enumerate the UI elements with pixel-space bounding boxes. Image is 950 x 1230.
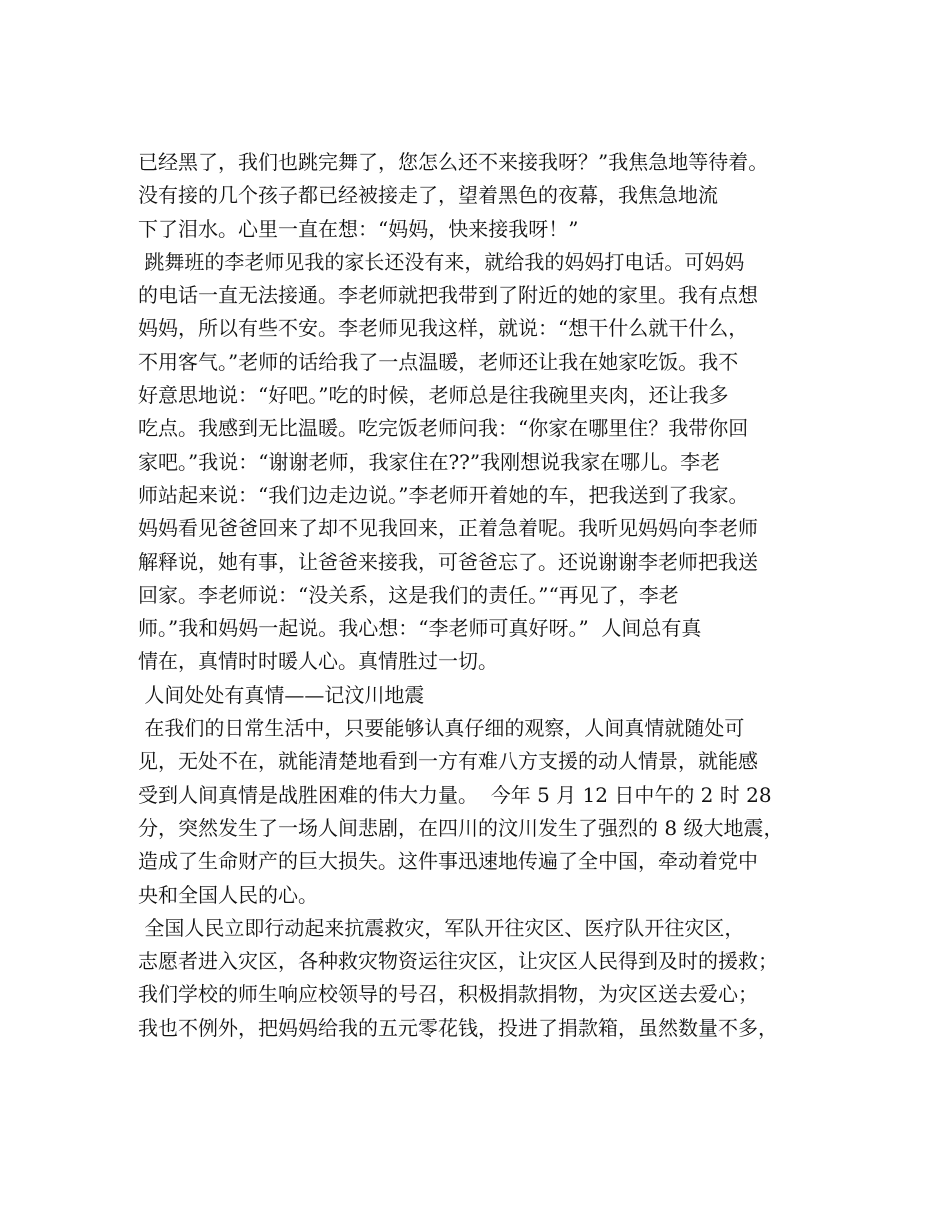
text-line: 造成了生命财产的巨大损失。这件事迅速地传遍了全中国，牵动着党中 xyxy=(138,849,758,874)
text-line: 我也不例外，把妈妈给我的五元零花钱，投进了捐款箱，虽然数量不多， xyxy=(138,1015,778,1040)
text-line: 下了泪水。心里一直在想：“妈妈，快来接我呀！” xyxy=(138,216,579,241)
text-line: 没有接的几个孩子都已经被接走了，望着黑色的夜幕，我焦急地流 xyxy=(138,183,718,208)
text-line: 央和全国人民的心。 xyxy=(138,882,318,907)
section-heading: 人间处处有真情——记汶川地震 xyxy=(138,682,425,707)
text-line: 不用客气。”老师的话给我了一点温暖，老师还让我在她家吃饭。我不 xyxy=(138,349,739,374)
text-line: 师站起来说：“我们边走边说。”李老师开着她的车，把我送到了我家。 xyxy=(138,482,749,507)
text-line: 家吧。”我说：“谢谢老师，我家住在??”我刚想说我家在哪儿。李老 xyxy=(138,449,721,474)
body-text xyxy=(138,146,838,1045)
text-line: 在我们的日常生活中，只要能够认真仔细的观察，人间真情就随处可 xyxy=(138,716,745,741)
text-line: 分，突然发生了一场人间悲剧，在四川的汶川发生了强烈的 8 级大地震， xyxy=(138,815,784,840)
text-line: 吃点。我感到无比温暖。吃完饭老师问我：“你家在哪里住？我带你回 xyxy=(138,416,749,441)
text-line: 的电话一直无法接通。李老师就把我带到了附近的她的家里。我有点想 xyxy=(138,283,758,308)
text-line: 我们学校的师生响应校领导的号召，积极捐款捐物，为灾区送去爱心； xyxy=(138,982,758,1007)
text-line: 解释说，她有事，让爸爸来接我，可爸爸忘了。还说谢谢李老师把我送 xyxy=(138,549,758,574)
text-line: 跳舞班的李老师见我的家长还没有来，就给我的妈妈打电话。可妈妈 xyxy=(138,249,745,274)
text-line: 妈妈，所以有些不安。李老师见我这样，就说：“想干什么就干什么， xyxy=(138,316,749,341)
text-line: 受到人间真情是战胜困难的伟大力量。 今年 5 月 12 日中午的 2 时 28 xyxy=(138,782,772,807)
text-line: 回家。李老师说：“没关系，这是我们的责任。”“再见了，李老 xyxy=(138,582,679,607)
text-line: 见，无处不在，就能清楚地看到一方有难八方支援的动人情景，就能感 xyxy=(138,749,758,774)
text-line: 全国人民立即行动起来抗震救灾，军队开往灾区、医疗队开往灾区， xyxy=(138,915,745,940)
text-line: 好意思地说：“好吧。”吃的时候，老师总是往我碗里夹肉，还让我多 xyxy=(138,383,729,408)
text-line: 师。”我和妈妈一起说。我心想：“李老师可真好呀。” 人间总有真 xyxy=(138,616,702,641)
text-line: 志愿者进入灾区，各种救灾物资运往灾区，让灾区人民得到及时的援救； xyxy=(138,949,778,974)
text-line: 妈妈看见爸爸回来了却不见我回来，正着急着呢。我听见妈妈向李老师 xyxy=(138,516,758,541)
text-line: 已经黑了，我们也跳完舞了，您怎么还不来接我呀？”我焦急地等待着。 xyxy=(138,150,769,174)
text-line: 情在，真情时时暖人心。真情胜过一切。 xyxy=(138,649,498,674)
